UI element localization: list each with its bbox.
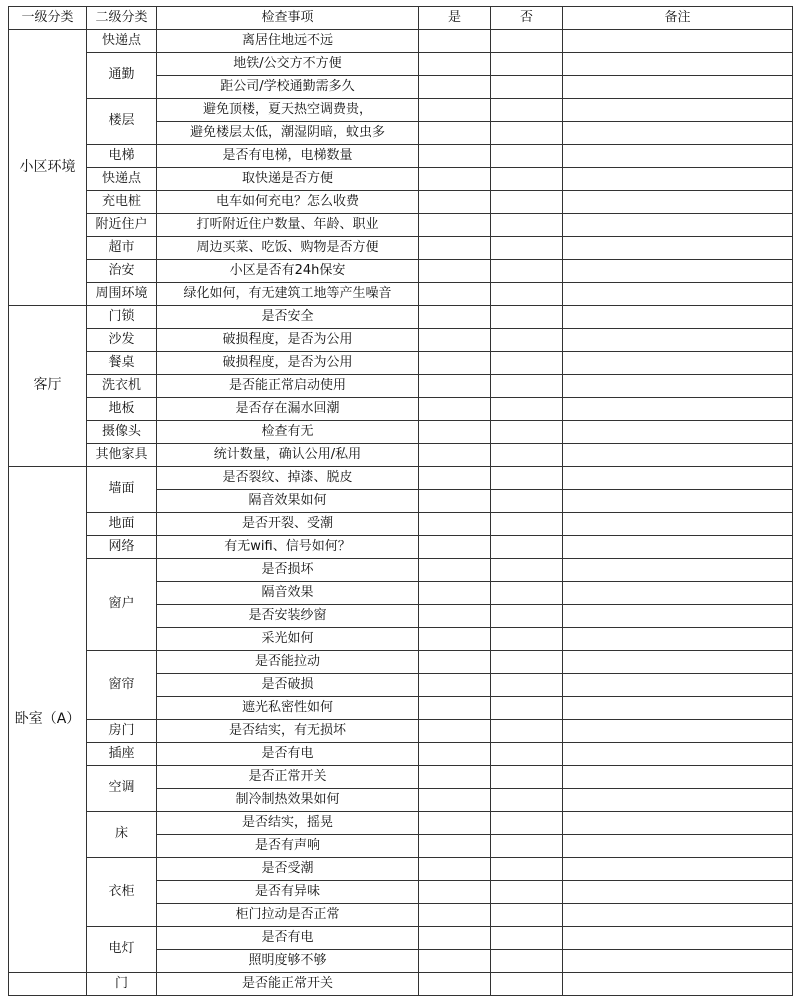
no-cell[interactable]: [491, 30, 563, 53]
no-cell[interactable]: [491, 53, 563, 76]
subcategory-cell: 网络: [87, 536, 157, 559]
check-item-cell: 周边买菜、吃饭、购物是否方便: [157, 237, 419, 260]
table-row: [9, 237, 793, 260]
no-cell[interactable]: [491, 858, 563, 881]
no-cell[interactable]: [491, 237, 563, 260]
check-item-cell: 是否安装纱窗: [157, 605, 419, 628]
col-header-cat1: 一级分类: [9, 7, 87, 30]
subcategory-cell: 房门: [87, 720, 157, 743]
check-item-cell: 是否有异味: [157, 881, 419, 904]
remark-cell[interactable]: [563, 651, 793, 674]
remark-cell[interactable]: [563, 329, 793, 352]
check-item-cell: 避免楼层太低，潮湿阴暗，蚊虫多: [157, 122, 419, 145]
no-cell[interactable]: [491, 881, 563, 904]
table-row: [9, 720, 793, 743]
yes-cell[interactable]: [419, 329, 491, 352]
subcategory-cell: 沙发: [87, 329, 157, 352]
table-row: [9, 283, 793, 306]
yes-cell[interactable]: [419, 605, 491, 628]
yes-cell[interactable]: [419, 444, 491, 467]
subcategory-cell: 门: [87, 973, 157, 996]
no-cell[interactable]: [491, 950, 563, 973]
table-row: [9, 559, 793, 582]
subcategory-cell: 电灯: [87, 927, 157, 973]
yes-cell[interactable]: [419, 559, 491, 582]
subcategory-cell: 窗帘: [87, 651, 157, 720]
subcategory-cell: 衣柜: [87, 858, 157, 927]
yes-cell[interactable]: [419, 214, 491, 237]
yes-cell[interactable]: [419, 53, 491, 76]
remark-cell[interactable]: [563, 858, 793, 881]
table-row: [9, 973, 793, 996]
table-row: [9, 53, 793, 76]
no-cell[interactable]: [491, 605, 563, 628]
yes-cell[interactable]: [419, 674, 491, 697]
remark-cell[interactable]: [563, 674, 793, 697]
yes-cell[interactable]: [419, 122, 491, 145]
subcategory-cell: 墙面: [87, 467, 157, 513]
yes-cell[interactable]: [419, 973, 491, 996]
table-row: [9, 651, 793, 674]
subcategory-cell: 床: [87, 812, 157, 858]
check-item-cell: 检查有无: [157, 421, 419, 444]
subcategory-cell: 门锁: [87, 306, 157, 329]
table-row: [9, 375, 793, 398]
no-cell[interactable]: [491, 329, 563, 352]
subcategory-cell: 楼层: [87, 99, 157, 145]
check-item-cell: 避免顶楼，夏天热空调费贵，: [157, 99, 419, 122]
col-header-remark: 备注: [563, 7, 793, 30]
table-row: [9, 858, 793, 881]
remark-cell[interactable]: [563, 237, 793, 260]
check-item-cell: 打听附近住户数量、年龄、职业: [157, 214, 419, 237]
remark-cell[interactable]: [563, 950, 793, 973]
check-item-cell: 采光如何: [157, 628, 419, 651]
col-header-cat2: 二级分类: [87, 7, 157, 30]
yes-cell[interactable]: [419, 582, 491, 605]
check-item-cell: 是否裂纹、掉漆、脱皮: [157, 467, 419, 490]
table-row: [9, 260, 793, 283]
yes-cell[interactable]: [419, 766, 491, 789]
table-row: [9, 214, 793, 237]
subcategory-cell: 通勤: [87, 53, 157, 99]
check-item-cell: 隔音效果: [157, 582, 419, 605]
no-cell[interactable]: [491, 99, 563, 122]
remark-cell[interactable]: [563, 973, 793, 996]
check-item-cell: 是否结实，摇晃: [157, 812, 419, 835]
no-cell[interactable]: [491, 191, 563, 214]
remark-cell[interactable]: [563, 191, 793, 214]
table-row: [9, 306, 793, 329]
yes-cell[interactable]: [419, 76, 491, 99]
yes-cell[interactable]: [419, 858, 491, 881]
remark-cell[interactable]: [563, 559, 793, 582]
check-item-cell: 是否正常开关: [157, 766, 419, 789]
yes-cell[interactable]: [419, 375, 491, 398]
remark-cell[interactable]: [563, 375, 793, 398]
yes-cell[interactable]: [419, 421, 491, 444]
no-cell[interactable]: [491, 789, 563, 812]
yes-cell[interactable]: [419, 927, 491, 950]
no-cell[interactable]: [491, 766, 563, 789]
yes-cell[interactable]: [419, 352, 491, 375]
no-cell[interactable]: [491, 398, 563, 421]
subcategory-cell: 地面: [87, 513, 157, 536]
check-item-cell: 是否能正常启动使用: [157, 375, 419, 398]
subcategory-cell: 摄像头: [87, 421, 157, 444]
subcategory-cell: 插座: [87, 743, 157, 766]
check-item-cell: 小区是否有24h保安: [157, 260, 419, 283]
subcategory-cell: 地板: [87, 398, 157, 421]
no-cell[interactable]: [491, 812, 563, 835]
no-cell[interactable]: [491, 260, 563, 283]
checklist-table: [8, 6, 793, 996]
remark-cell[interactable]: [563, 306, 793, 329]
no-cell[interactable]: [491, 927, 563, 950]
no-cell[interactable]: [491, 168, 563, 191]
check-item-cell: 统计数量，确认公用/私用: [157, 444, 419, 467]
check-item-cell: 地铁/公交方不方便: [157, 53, 419, 76]
table-row: [9, 513, 793, 536]
check-item-cell: 有无wifi、信号如何？: [157, 536, 419, 559]
no-cell[interactable]: [491, 421, 563, 444]
check-item-cell: 制冷制热效果如何: [157, 789, 419, 812]
yes-cell[interactable]: [419, 881, 491, 904]
category-cell: 卧室（A）: [9, 467, 87, 973]
no-cell[interactable]: [491, 283, 563, 306]
check-item-cell: 是否开裂、受潮: [157, 513, 419, 536]
col-header-no: 否: [491, 7, 563, 30]
yes-cell[interactable]: [419, 467, 491, 490]
yes-cell[interactable]: [419, 398, 491, 421]
remark-cell[interactable]: [563, 904, 793, 927]
yes-cell[interactable]: [419, 812, 491, 835]
subcategory-cell: 餐桌: [87, 352, 157, 375]
table-row: [9, 329, 793, 352]
check-item-cell: 照明度够不够: [157, 950, 419, 973]
remark-cell[interactable]: [563, 99, 793, 122]
remark-cell[interactable]: [563, 444, 793, 467]
check-item-cell: 破损程度，是否为公用: [157, 329, 419, 352]
subcategory-cell: 其他家具: [87, 444, 157, 467]
check-item-cell: 取快递是否方便: [157, 168, 419, 191]
no-cell[interactable]: [491, 720, 563, 743]
yes-cell[interactable]: [419, 490, 491, 513]
check-item-cell: 是否有电: [157, 743, 419, 766]
remark-cell[interactable]: [563, 881, 793, 904]
table-row: [9, 145, 793, 168]
no-cell[interactable]: [491, 743, 563, 766]
table-row: [9, 536, 793, 559]
no-cell[interactable]: [491, 536, 563, 559]
remark-cell[interactable]: [563, 467, 793, 490]
check-item-cell: 遮光私密性如何: [157, 697, 419, 720]
remark-cell[interactable]: [563, 145, 793, 168]
subcategory-cell: 周围环境: [87, 283, 157, 306]
yes-cell[interactable]: [419, 536, 491, 559]
remark-cell[interactable]: [563, 605, 793, 628]
remark-cell[interactable]: [563, 260, 793, 283]
subcategory-cell: 附近住户: [87, 214, 157, 237]
yes-cell[interactable]: [419, 306, 491, 329]
check-item-cell: 柜门拉动是否正常: [157, 904, 419, 927]
check-item-cell: 是否受潮: [157, 858, 419, 881]
no-cell[interactable]: [491, 674, 563, 697]
check-item-cell: 距公司/学校通勤需多久: [157, 76, 419, 99]
remark-cell[interactable]: [563, 76, 793, 99]
no-cell[interactable]: [491, 904, 563, 927]
remark-cell[interactable]: [563, 536, 793, 559]
remark-cell[interactable]: [563, 812, 793, 835]
table-row: [9, 421, 793, 444]
remark-cell[interactable]: [563, 697, 793, 720]
table-row: [9, 352, 793, 375]
col-header-item: 检查事项: [157, 7, 419, 30]
no-cell[interactable]: [491, 582, 563, 605]
check-item-cell: 是否有电: [157, 927, 419, 950]
no-cell[interactable]: [491, 973, 563, 996]
check-item-cell: 是否有声响: [157, 835, 419, 858]
yes-cell[interactable]: [419, 191, 491, 214]
subcategory-cell: 快递点: [87, 168, 157, 191]
check-item-cell: 是否破损: [157, 674, 419, 697]
remark-cell[interactable]: [563, 352, 793, 375]
check-item-cell: 是否结实，有无损坏: [157, 720, 419, 743]
table-row: [9, 927, 793, 950]
check-item-cell: 隔音效果如何: [157, 490, 419, 513]
category-cell: 小区环境: [9, 30, 87, 306]
no-cell[interactable]: [491, 306, 563, 329]
no-cell[interactable]: [491, 651, 563, 674]
no-cell[interactable]: [491, 697, 563, 720]
remark-cell[interactable]: [563, 927, 793, 950]
no-cell[interactable]: [491, 490, 563, 513]
check-item-cell: 是否有电梯，电梯数量: [157, 145, 419, 168]
remark-cell[interactable]: [563, 490, 793, 513]
yes-cell[interactable]: [419, 743, 491, 766]
table-row: [9, 766, 793, 789]
subcategory-cell: 快递点: [87, 30, 157, 53]
check-item-cell: 绿化如何，有无建筑工地等产生噪音: [157, 283, 419, 306]
header-row: [9, 7, 793, 30]
no-cell[interactable]: [491, 352, 563, 375]
remark-cell[interactable]: [563, 766, 793, 789]
no-cell[interactable]: [491, 122, 563, 145]
remark-cell[interactable]: [563, 122, 793, 145]
no-cell[interactable]: [491, 467, 563, 490]
table-row: [9, 743, 793, 766]
yes-cell[interactable]: [419, 260, 491, 283]
table-row: [9, 398, 793, 421]
no-cell[interactable]: [491, 145, 563, 168]
subcategory-cell: 空调: [87, 766, 157, 812]
check-item-cell: 破损程度，是否为公用: [157, 352, 419, 375]
yes-cell[interactable]: [419, 950, 491, 973]
check-item-cell: 是否能正常开关: [157, 973, 419, 996]
no-cell[interactable]: [491, 214, 563, 237]
yes-cell[interactable]: [419, 513, 491, 536]
remark-cell[interactable]: [563, 582, 793, 605]
table-row: [9, 30, 793, 53]
remark-cell[interactable]: [563, 628, 793, 651]
subcategory-cell: 充电桩: [87, 191, 157, 214]
remark-cell[interactable]: [563, 789, 793, 812]
yes-cell[interactable]: [419, 651, 491, 674]
no-cell[interactable]: [491, 513, 563, 536]
yes-cell[interactable]: [419, 720, 491, 743]
remark-cell[interactable]: [563, 53, 793, 76]
yes-cell[interactable]: [419, 904, 491, 927]
yes-cell[interactable]: [419, 145, 491, 168]
check-item-cell: 是否损坏: [157, 559, 419, 582]
yes-cell[interactable]: [419, 789, 491, 812]
subcategory-cell: 窗户: [87, 559, 157, 651]
yes-cell[interactable]: [419, 628, 491, 651]
subcategory-cell: 超市: [87, 237, 157, 260]
remark-cell[interactable]: [563, 30, 793, 53]
subcategory-cell: 洗衣机: [87, 375, 157, 398]
remark-cell[interactable]: [563, 398, 793, 421]
no-cell[interactable]: [491, 835, 563, 858]
table-row: [9, 812, 793, 835]
yes-cell[interactable]: [419, 30, 491, 53]
subcategory-cell: 治安: [87, 260, 157, 283]
subcategory-cell: 电梯: [87, 145, 157, 168]
remark-cell[interactable]: [563, 283, 793, 306]
check-item-cell: 是否能拉动: [157, 651, 419, 674]
no-cell[interactable]: [491, 76, 563, 99]
yes-cell[interactable]: [419, 168, 491, 191]
yes-cell[interactable]: [419, 697, 491, 720]
remark-cell[interactable]: [563, 168, 793, 191]
table-row: [9, 444, 793, 467]
remark-cell[interactable]: [563, 214, 793, 237]
check-item-cell: 是否存在漏水回潮: [157, 398, 419, 421]
remark-cell[interactable]: [563, 835, 793, 858]
no-cell[interactable]: [491, 375, 563, 398]
yes-cell[interactable]: [419, 237, 491, 260]
check-item-cell: 离居住地远不远: [157, 30, 419, 53]
table-row: [9, 99, 793, 122]
no-cell[interactable]: [491, 559, 563, 582]
col-header-yes: 是: [419, 7, 491, 30]
yes-cell[interactable]: [419, 99, 491, 122]
table-row: [9, 168, 793, 191]
remark-cell[interactable]: [563, 513, 793, 536]
category-cell: 客厅: [9, 306, 87, 467]
table-row: [9, 191, 793, 214]
check-item-cell: 电车如何充电？怎么收费: [157, 191, 419, 214]
table-body: [9, 30, 793, 996]
check-item-cell: 是否安全: [157, 306, 419, 329]
no-cell[interactable]: [491, 444, 563, 467]
remark-cell[interactable]: [563, 720, 793, 743]
remark-cell[interactable]: [563, 743, 793, 766]
category-cell: [9, 973, 87, 996]
yes-cell[interactable]: [419, 835, 491, 858]
remark-cell[interactable]: [563, 421, 793, 444]
no-cell[interactable]: [491, 628, 563, 651]
table-row: [9, 467, 793, 490]
yes-cell[interactable]: [419, 283, 491, 306]
